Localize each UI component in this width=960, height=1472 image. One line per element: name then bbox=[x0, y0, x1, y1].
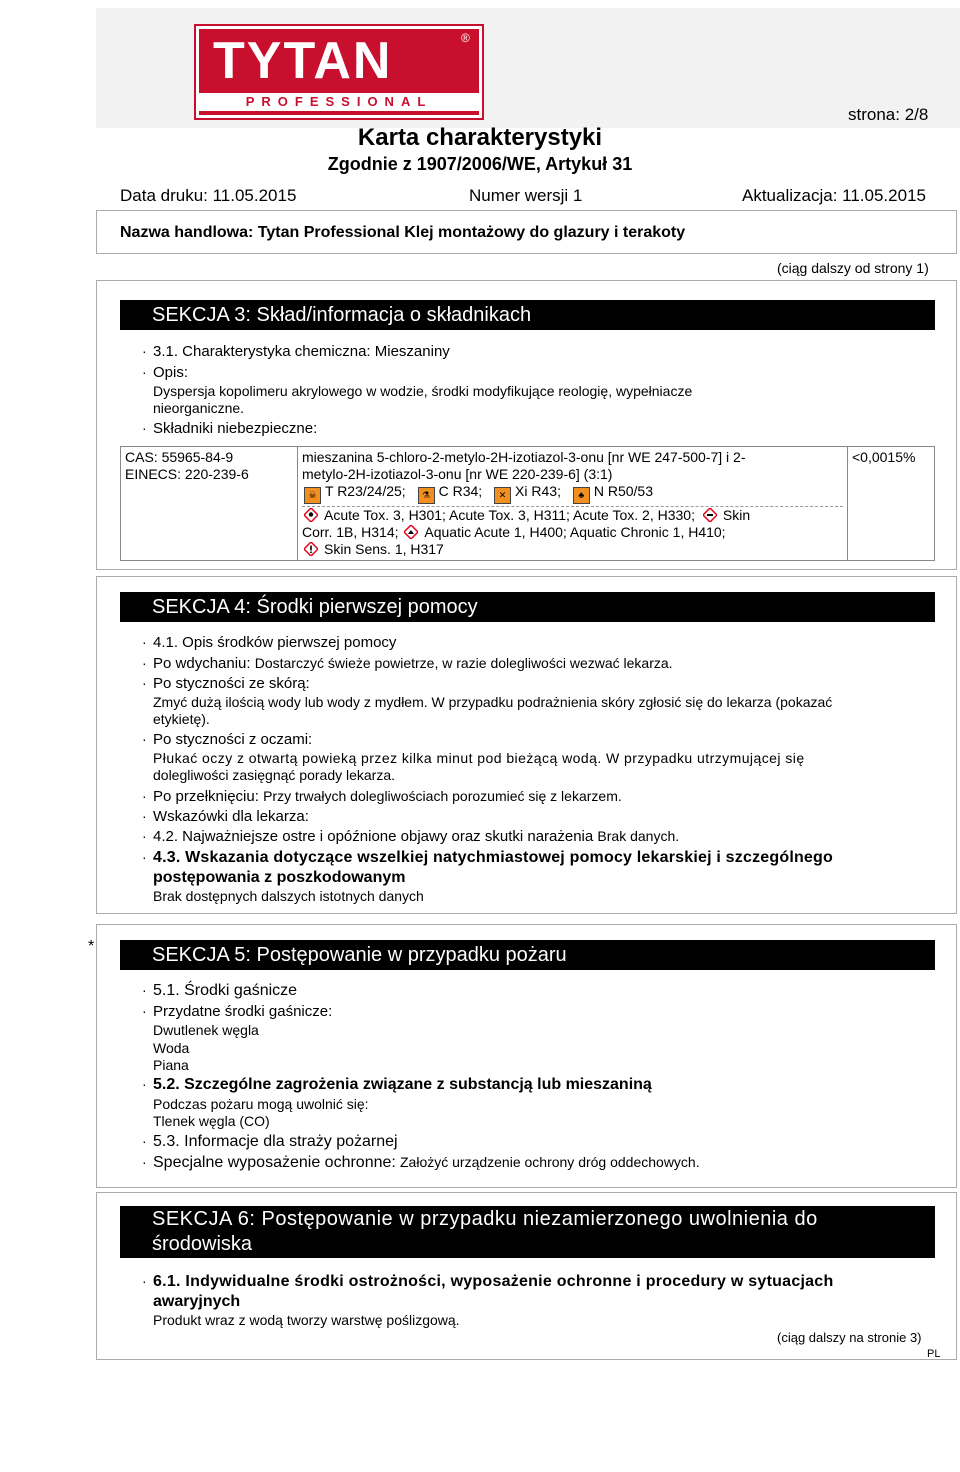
table-row bbox=[121, 447, 935, 561]
r-phrase-n: N R50/53 bbox=[593, 483, 654, 499]
bullet-dot: · bbox=[142, 1003, 147, 1019]
polkniecie-label: Po przełknięciu: bbox=[153, 788, 259, 805]
print-date: Data druku: 11.05.2015 bbox=[120, 186, 297, 205]
opis-label: Opis: bbox=[153, 364, 189, 381]
logo-text: TYTAN bbox=[213, 32, 393, 90]
bullet-dot: · bbox=[142, 364, 147, 380]
brand-logo bbox=[96, 8, 960, 128]
bullet-dot: · bbox=[142, 788, 147, 804]
hazardous-components-table bbox=[120, 446, 935, 561]
concentration-cell: <0,0015% bbox=[848, 447, 935, 561]
specjalne-text: Założyć urządzenie ochrony dróg oddechowych. bbox=[400, 1154, 700, 1170]
bullet-dot: · bbox=[142, 1133, 147, 1149]
ghs-environment-icon bbox=[404, 525, 418, 539]
r-phrase-xi: Xi R43; bbox=[515, 483, 561, 499]
skull-icon: ☠ bbox=[304, 487, 321, 504]
s31-heading: 3.1. Charakterystyka chemiczna: Mieszaniny bbox=[153, 343, 450, 360]
ghs-corrosion-icon bbox=[703, 508, 717, 522]
s51-heading: 5.1. Środki gaśnicze bbox=[153, 982, 298, 999]
s43-heading: 4.3. Wskazania dotyczące wszelkiej natychmiastowej pomocy lekarskiej i szczególnego bbox=[153, 849, 833, 866]
language-code: PL bbox=[927, 1348, 941, 1360]
bullet-dot: · bbox=[142, 849, 147, 865]
specjalne-label: Specjalne wyposażenie ochronne: bbox=[153, 1154, 396, 1171]
polkniecie-text: Przy trwałych dolegliwościach porozumieć się z lekarzem. bbox=[263, 788, 622, 804]
extinguisher-item: Dwutlenek węgla bbox=[153, 1022, 259, 1038]
logo-registered: ® bbox=[461, 31, 470, 45]
environment-icon: ♣ bbox=[573, 487, 590, 504]
oczy-text-cont: dolegliwości zasięgnąć porady lekarza. bbox=[153, 767, 396, 783]
document-title: Karta charakterystyki bbox=[357, 124, 603, 151]
bullet-dot: · bbox=[142, 634, 147, 650]
h-phrases-line1 bbox=[302, 507, 843, 524]
specjalne-row bbox=[153, 1154, 700, 1172]
skora-text: Zmyć dużą ilością wody lub wody z mydłem. W przypadku podrażnienia skóry zgłosić się do lekarza (pokazać bbox=[153, 694, 833, 710]
document-subtitle: Zgodnie z 1907/2006/WE, Artykuł 31 bbox=[327, 154, 633, 174]
oczy-text: Płukać oczy z otwartą powieką przez kilka minut pod bieżącą wodą. W przypadku utrzymującej się bbox=[153, 750, 805, 766]
s52-heading: 5.2. Szczególne zagrożenia związane z substancją lub mieszaniną bbox=[153, 1076, 652, 1093]
bullet-dot: · bbox=[142, 731, 147, 747]
bullet-dot: · bbox=[142, 675, 147, 691]
bullet-dot: · bbox=[142, 1154, 147, 1170]
wskazowki-label: Wskazówki dla lekarza: bbox=[153, 808, 309, 825]
s61-text: Produkt wraz z wodą tworzy warstwę poślizgową. bbox=[153, 1312, 460, 1328]
h-phrases-line3 bbox=[302, 541, 843, 558]
identifier-cell bbox=[121, 447, 298, 561]
s52-text-cont: Tlenek węgla (CO) bbox=[153, 1113, 270, 1129]
r-phrase-t: T R23/24/25; bbox=[325, 483, 406, 499]
continued-from: (ciąg dalszy od strony 1) bbox=[777, 260, 929, 276]
extinguisher-item: Woda bbox=[153, 1040, 190, 1056]
h-phrase-skin-sens: Skin Sens. 1, H317 bbox=[324, 541, 444, 557]
oczy-label: Po styczności z oczami: bbox=[153, 731, 313, 748]
h-phrase-acute-tox: Acute Tox. 3, H301; Acute Tox. 3, H311; Acute Tox. 2, H330; bbox=[324, 507, 695, 523]
s43-heading-cont: postępowania z poszkodowanym bbox=[153, 869, 406, 886]
s52-text: Podczas pożaru mogą uwolnić się: bbox=[153, 1096, 369, 1112]
section6-title-line1: SEKCJA 6: Postępowanie w przypadku niezamierzonego uwolnienia do bbox=[152, 1208, 818, 1230]
ghs-skull-icon bbox=[304, 508, 318, 522]
logo-subtext: PROFESSIONAL bbox=[199, 93, 479, 111]
s42-row bbox=[153, 828, 679, 846]
s61-heading: 6.1. Indywidualne środki ostrożności, wyposażenie ochronne i procedury w sytuacjach bbox=[153, 1273, 834, 1290]
wdychanie-label: Po wdychaniu: bbox=[153, 655, 251, 672]
trade-name: Nazwa handlowa: Tytan Professional Klej montażowy do glazury i terakoty bbox=[120, 224, 686, 241]
skladniki-label: Składniki niebezpieczne: bbox=[153, 420, 318, 437]
component-name: mieszanina 5-chloro-2-metylo-2H-izotiazol-3-onu [nr WE 247-500-7] i 2- bbox=[302, 449, 746, 465]
s42-heading: 4.2. Najważniejsze ostre i opóźnione objawy oraz skutki narażenia bbox=[153, 828, 594, 845]
change-marker: * bbox=[88, 938, 95, 955]
section5-title: SEKCJA 5: Postępowanie w przypadku pożaru bbox=[120, 940, 935, 970]
bullet-dot: · bbox=[142, 828, 147, 844]
wdychanie-row bbox=[153, 655, 673, 673]
version-number: Numer wersji 1 bbox=[469, 186, 583, 205]
einecs-number: EINECS: 220-239-6 bbox=[125, 466, 249, 482]
r-phrase-c: C R34; bbox=[438, 483, 483, 499]
s61-heading-cont: awaryjnych bbox=[153, 1293, 241, 1310]
ghs-exclamation-icon bbox=[304, 542, 318, 556]
section3-title: SEKCJA 3: Skład/informacja o składnikach bbox=[120, 300, 935, 330]
polkniecie-row bbox=[153, 788, 622, 806]
bullet-dot: · bbox=[142, 343, 147, 359]
continued-to: (ciąg dalszy na stronie 3) bbox=[777, 1330, 922, 1345]
przydatne-label: Przydatne środki gaśnicze: bbox=[153, 1003, 333, 1020]
r-phrases bbox=[302, 483, 843, 507]
update-date: Aktualizacja: 11.05.2015 bbox=[742, 186, 926, 205]
bullet-dot: · bbox=[142, 420, 147, 436]
bullet-dot: · bbox=[142, 655, 147, 671]
irritant-x-icon: ✕ bbox=[494, 487, 511, 504]
wdychanie-text: Dostarczyć świeże powietrze, w razie dolegliwości wezwać lekarza. bbox=[254, 655, 673, 671]
cas-number: CAS: 55965-84-9 bbox=[125, 449, 234, 465]
s43-text: Brak dostępnych dalszych istotnych danych bbox=[153, 888, 424, 904]
h-phrase-skin-corr: Corr. 1B, H314; bbox=[302, 524, 399, 540]
bullet-dot: · bbox=[142, 982, 147, 998]
opis-text: Dyspersja kopolimeru akrylowego w wodzie, środki modyfikujące reologię, wypełniacze bbox=[153, 383, 693, 399]
s42-text: Brak danych. bbox=[597, 828, 680, 844]
bullet-dot: · bbox=[142, 1076, 147, 1092]
section4-title: SEKCJA 4: Środki pierwszej pomocy bbox=[120, 592, 935, 622]
bullet-dot: · bbox=[142, 808, 147, 824]
corrosive-icon: ⚗ bbox=[418, 487, 435, 504]
h-phrase-skin: Skin bbox=[722, 507, 751, 523]
s53-heading: 5.3. Informacje dla straży pożarnej bbox=[153, 1133, 398, 1150]
extinguisher-item: Piana bbox=[153, 1057, 189, 1073]
skora-label: Po styczności ze skórą: bbox=[153, 675, 310, 692]
opis-text-cont: nieorganiczne. bbox=[153, 400, 245, 416]
section6-title bbox=[120, 1206, 935, 1258]
bullet-dot: · bbox=[142, 1273, 147, 1289]
component-name-cont: metylo-2H-izotiazol-3-onu [nr WE 220-239-6] (3:1) bbox=[302, 466, 613, 482]
h-phrases-line2 bbox=[302, 524, 843, 541]
skora-text-cont: etykietę). bbox=[153, 711, 210, 727]
page-number: strona: 2/8 bbox=[848, 105, 929, 124]
h-phrase-aquatic: Aquatic Acute 1, H400; Aquatic Chronic 1, H410; bbox=[424, 524, 726, 540]
component-cell bbox=[298, 447, 848, 561]
section6-title-line2: środowiska bbox=[152, 1233, 253, 1255]
s41-heading: 4.1. Opis środków pierwszej pomocy bbox=[153, 634, 397, 651]
